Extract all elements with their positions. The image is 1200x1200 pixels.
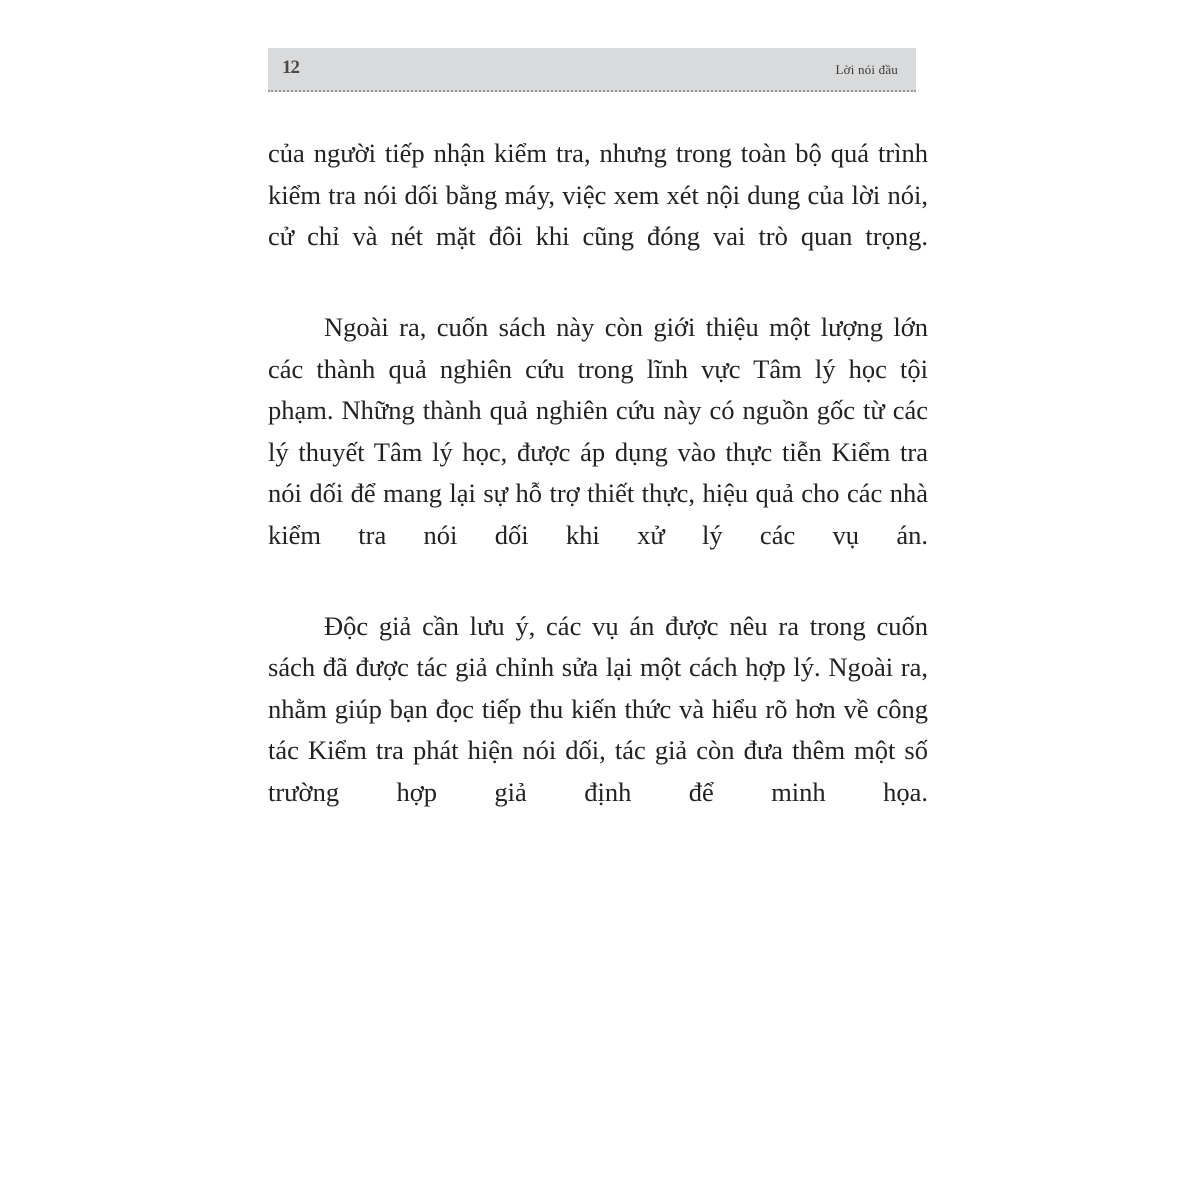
running-head-band xyxy=(268,48,916,92)
paragraph: Độc giả cần lưu ý, các vụ án được nêu ra trong cuốn sách đã được tác giả chỉnh sửa lại một cách hợp lý. Ngoài ra, nhằm giúp bạn đọc tiếp thu kiến thức và hiểu rõ hơn về công tác Kiểm tra phát hiện nói dối, tác giả còn đưa thêm một số trường hợp giả định để minh họa. xyxy=(268,610,928,807)
running-title: Lời nói đầu xyxy=(835,62,898,77)
paragraph: của người tiếp nhận kiểm tra, nhưng trong toàn bộ quá trình kiểm tra nói dối bằng máy, việc xem xét nội dung của lời nói, cử chỉ và nét mặt đôi khi cũng đóng vai trò quan trọng. xyxy=(268,138,928,251)
body-text xyxy=(268,133,928,855)
page-number: 12 xyxy=(282,57,299,78)
paragraph: Ngoài ra, cuốn sách này còn giới thiệu một lượng lớn các thành quả nghiên cứu trong lĩnh vực Tâm lý học tội phạm. Những thành quả nghiên cứu này có nguồn gốc từ các lý thuyết Tâm lý học, được áp dụng vào thực tiễn Kiểm tra nói dối để mang lại sự hỗ trợ thiết thực, hiệu quả cho các nhà kiểm tra nói dối khi xử lý các vụ án. xyxy=(268,312,928,550)
running-head-inner xyxy=(268,48,916,90)
